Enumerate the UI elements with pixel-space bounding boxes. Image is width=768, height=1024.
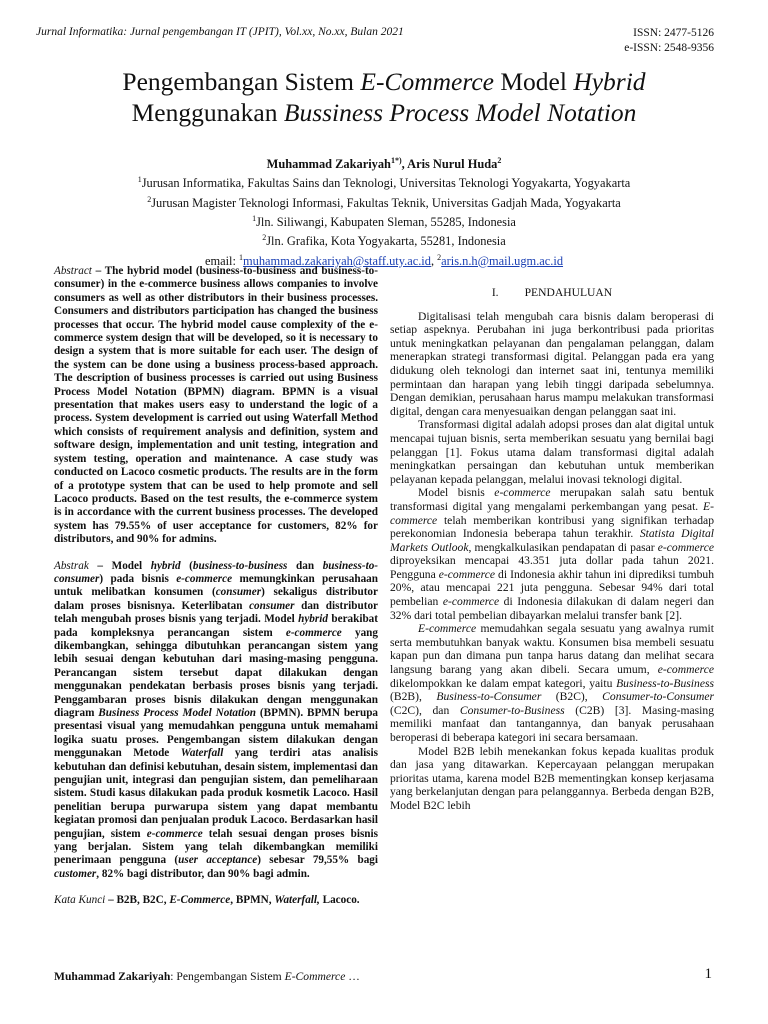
email-line: email: $^1$muhammad.zakariyah@staff.uty.ac.id, $^2$aris.n.h@mail.ugm.ac.id (204, 252, 564, 268)
paper-title (40, 66, 728, 128)
author-names: Muhammad Zakariyah$^{1*)}$, Aris Nurul Huda$^2$ (266, 156, 502, 172)
affiliation-1: $^1$Jurusan Informatika, Fakultas Sains dan Teknologi, Universitas Teknologi Yogyakarta, Yogyakarta (137, 175, 631, 191)
intro-paragraph-1: Digitalisasi telah mengubah cara bisnis dalam beroperasi di setiap aspeknya. Perubahan ini juga berkontribusi pada prioritas untuk meningkatkan pelayanan dan pengalaman pelanggan, dalam menerapkan strategi transformasi digital. Pelanggan pada era yang didukung oleh teknologi dan internet saat ini, tentunya memiliki permintaan dan harapan yang lebih tinggi daripada sebelumnya. Dengan demikian, perusahaan harus mampu melakukan transformasi digital, dengan cara menyesuaikan dengan pelanggan saat ini. (390, 309, 714, 418)
section-heading: I. PENDAHULUAN (491, 286, 613, 299)
footer-running-title: Muhammad Zakariyah: Pengembangan Sistem E-Commerce … (54, 970, 360, 983)
intro-paragraph-5: Model B2B lebih menekankan fokus kepada kualitas produk dan jasa yang ditawarkan. Kepercayaan pelanggan merupakan prioritas utama, karena model B2B mementingkan konsep kerjasama yang berkelanjutan dengan para pelanggannya. Berbeda dengan B2B, Model B2C lebih (390, 744, 714, 812)
abstract-english: Abstract – The hybrid model (business-to-business and business-to-consumer) in the e-commerce business allows companies to involve consumers as well as other distributors in their business processes. Consumers and distributors participation has changed the business processes that occur. The hybrid model cause complexity of the e-commerce system design that will be developed, so it is necessary to design a system that is more suitable for each user. The design of the system can be done using a business process-based approach. The description of business processes is carried out using Business Process Model Notation (BPMN) diagram. BPMN is a visual presentation that makes users easy to understand the logic of a process. System development is carried out using Waterfall Method which consists of requirement analysis and definition, system and software design, implementation and unit testing, integration and system testing, operation and maintenance. A case study was conducted on Lacoco cosmetic products. The results are in the form of a prototype system that can be used to help promote and sell Lacoco products. Based on the test results, the e-commerce system is in accordance with the current business processes. The developed system has 79.55% of user acceptance for customers, 82% for distributors, and 90% for admins. (54, 265, 378, 546)
intro-paragraph-3: Model bisnis e-commerce merupakan salah satu bentuk transformasi digital yang mengalami perkembangan yang pesat. E-commerce telah memberikan kontribusi yang signifikan terhadap perekonomian Indonesia beberapa tahun terakhir. Statista Digital Markets Outlook, mengkalkulasikan pendapatan di pasar e-commerce diproyeksikan mencapai 43.351 juta dollar pada tahun 2021. Pengguna e-commerce di Indonesia akhir tahun ini diprediksi tumbuh 20%, atau mencapai 221 juta pengguna. Sebesar 94% dari total pembelian e-commerce di Indonesia dilakukan di dalam negeri dan 32% dari total pembelian dibayarkan melalui transfer bank [2]. (390, 486, 715, 622)
issn-block (624, 26, 714, 56)
keywords: Kata Kunci – B2B, B2C, E-Commerce, BPMN, Waterfall, Lacoco. (54, 894, 360, 907)
title-line-2: Menggunakan Bussiness Process Model Notation (131, 98, 637, 127)
right-column (390, 286, 714, 813)
journal-header: Jurnal Informatika: Jurnal pengembangan IT (JPIT), Vol.xx, No.xx, Bulan 2021 (36, 26, 404, 38)
email-link-2[interactable]: aris.n.h@mail.ugm.ac.id (441, 253, 564, 268)
title-line-1: Pengembangan Sistem E-Commerce Model Hybrid (122, 67, 646, 96)
issn: ISSN: 2477-5126 (633, 27, 714, 39)
address-2: $^2$Jln. Grafika, Kota Yogyakarta, 55281, Indonesia (262, 233, 506, 249)
affiliation-2: $^2$Jurusan Magister Teknologi Informasi, Fakultas Teknik, Universitas Gadjah Mada, Yogyakarta (147, 194, 621, 210)
left-column (54, 265, 378, 908)
author-block (40, 153, 728, 269)
abstract-indonesian: Abstrak – Model hybrid (business-to-business dan business-to-consumer) pada bisnis e-commerce memungkinkan perusahaan untuk melibatkan konsumen (consumer) sekaligus distributor dalam proses bisnisnya. Keterlibatan consumer dan distributor telah mengubah proses bisnis yang terjadi. Model hybrid berakibat pada kompleksnya perancangan sistem e-commerce yang dikembangkan, sehingga dibutuhkan perancangan sistem yang lebih sesuai dengan kebutuhan dari masing-masing pengguna. Perancangan sistem tersebut dapat dilakukan dengan menggunakan pendekatan berbasis proses bisnis yang terjadi. Penggambaran proses bisnis dilakukan dengan menggunakan diagram Business Process Model Notation (BPMN). BPMN berupa presentasi visual yang memudahkan pengguna untuk memahami logika suatu proses. Pengembangan sistem dilakukan dengan menggunakan Metode Waterfall yang terdiri atas analisis kebutuhan dan definisi kebutuhan, desain sistem, implementasi dan pengujian unit, integrasi dan pengujian sistem, dan pemeliharaan sistem. Studi kasus dilakukan pada produk kosmetik Lacoco. Hasil penelitian berupa purwarupa sistem yang dapat membantu kegiatan promosi dan penjualan produk Lacoco. Berdasarkan hasil pengujian, sistem e-commerce telah sesuai dengan proses bisnis yang berjalan. Sistem yang telah dikembangkan memiliki penerimaan pengguna (user acceptance) sebesar 79,55% bagi customer, 82% bagi distributor, dan 90% bagi admin. (54, 559, 379, 880)
intro-paragraph-4: E-commerce memudahkan segala sesuatu yang awalnya rumit serta membutuhkan banyak waktu. Konsumen bisa membeli sesuatu kapan pun dan dimana pun tanpa harus datang dan melihat secara langsung barang yang akan dibeli. Secara umum, e-commerce dikelompokkan ke dalam empat kategori, yaitu Business-to-Business (B2B), Business-to-Consumer (B2C), Consumer-to-Consumer (C2C), dan Consumer-to-Business (C2B) [3]. Masing-masing memiliki manfaat dan tantangannya, dan banyak perusahaan beroperasi di beberapa kategori ini secara bersamaan. (390, 622, 715, 744)
intro-paragraph-2: Transformasi digital adalah adopsi proses dan alat digital untuk mencapai tujuan bisnis, serta memberikan sesuatu yang bernilai bagi pelanggan [1]. Fokus utama dalam transformasi digital adalah meningkatkan persaingan dan kebutuhan untuk memberikan pelayanan kepada pelanggan, melalui inovasi teknologi digital. (390, 418, 714, 486)
page-number: 1 (704, 966, 712, 982)
eissn: e-ISSN: 2548-9356 (624, 42, 714, 54)
email-link-1[interactable]: muhammad.zakariyah@staff.uty.ac.id (243, 253, 431, 268)
address-1: $^1$Jln. Siliwangi, Kabupaten Sleman, 55285, Indonesia (252, 213, 516, 230)
